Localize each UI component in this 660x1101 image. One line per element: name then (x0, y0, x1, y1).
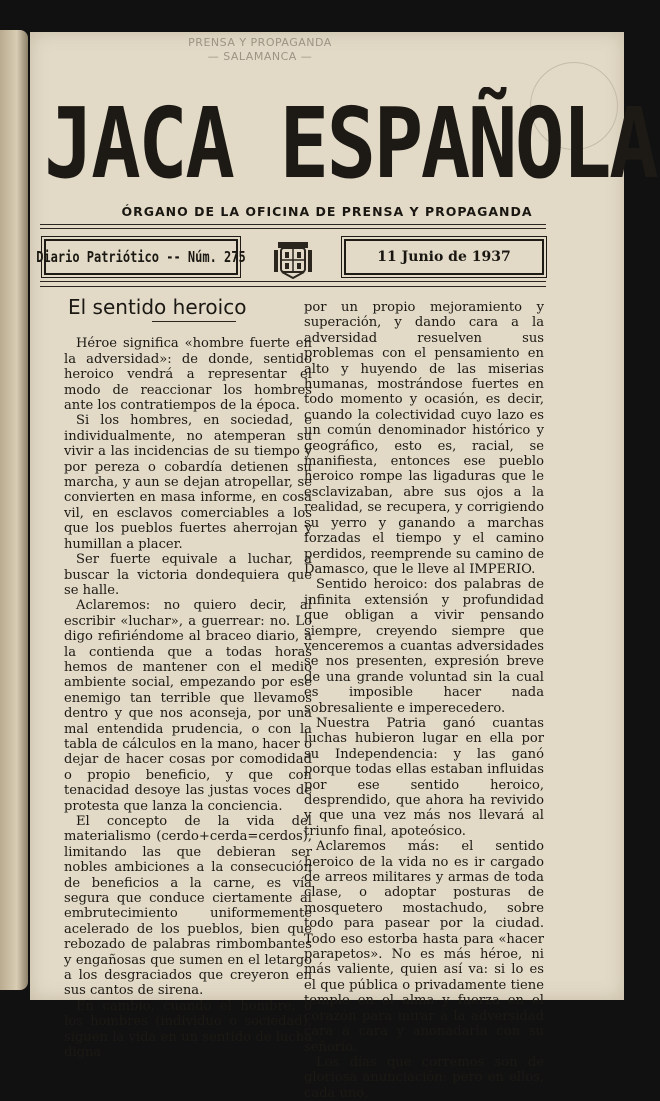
header-rule (40, 228, 546, 229)
header-rule (40, 224, 546, 225)
paragraph: Héroe significa «hombre fuerte en la adversidad»: de donde, sentido heroico vendrá a representar el modo de reaccionar los hombres ante los contratiempos de la época. (64, 336, 312, 414)
issue-date: 11 Junio de 1937 (377, 249, 511, 265)
paragraph: Sentido heroico: dos palabras de infinita extensión y profundidad que obligan a vivir pensando siempre, creyendo siempre que venceremos a cuantas adversidades se nos presenten, expresión breve de una grande voluntad sin la cual es imposible hacer nada sobresaliente e imperecedero. (304, 577, 544, 716)
masthead-title: JACA ESPAÑOLA (44, 87, 657, 200)
paragraph: En cambio, cuando el hombre, o los hombres (individuo o sociedad), siguen la vida en un sentido de lucha digna (64, 998, 312, 1061)
issue-box (36, 239, 246, 275)
archive-stamp (170, 36, 350, 64)
paragraph: por un propio mejoramiento y superación, y dando cara a la adversidad resuelven sus problemas con el pensamiento en alto y huyendo de las miserias humanas, mostrándose fuertes en todo momento y ocasión, es decir, cuando la colectividad cuyo lazo es un común denominador histórico y geográfico, esto es, racial, se manifiesta, entonces ese pueblo heroico rompe las ligaduras que le esclavizaban, abre sus ojos a la realidad, se recupera, y corrigiendo su yerro y ganando a marchas forzadas el tiempo y el camino perdidos, reemprende su camino de Damasco, que le lleve al IMPERIO. (304, 300, 544, 577)
paragraph: El concepto de la vida del materialismo (cerdo+cerda=cerdos), limitando las que debieran ser nobles ambiciones a la consecución de beneficios a la carne, es vía segura que conduce ciertamente al embrutecimiento uniformemente acelerado de los pueblos, bien que rebozado de palabras rimbombantes y engañosas que sumen en el letargo a los desgraciados que creyeron en sus cantos de sirena. (64, 814, 312, 999)
stamp-line-2: — SALAMANCA — (207, 50, 313, 63)
paragraph: Los días que corremos son de gloriosa anunciación: pero en ellos, cada uno, (304, 1054, 544, 1101)
masthead-subtitle: ÓRGANO DE LA OFICINA DE PRENSA Y PROPAGANDA (121, 204, 533, 219)
paragraph: Aclaremos: no quiero decir, al escribir «luchar», a guerrear: no. Lo digo refiriéndome al braceo diario, a la contienda que a todas horas hemos de mantener con el medio ambiente social, empezando por ese enemigo tan terrible que llevamos dentro y que nos aconseja, por una mal entendida prudencia, o con la tabla de cálculos en la mano, hacer o dejar de hacer cosas por comodidad o propio beneficio, y que con tenacidad desoye las justas voces de protesta que lanza la conciencia. (64, 598, 312, 814)
stamp-line-1: PRENSA Y PROPAGANDA (188, 36, 332, 49)
date-box (344, 239, 544, 275)
book-binding (0, 30, 28, 990)
paragraph: Aclaremos más: el sentido heroico de la vida no es ir cargado de arreos militares y armas de toda clase, o adoptar posturas de mosquetero mostachudo, sobre todo para pasear por la ciudad. Todo eso estorba hasta para «hacer parapetos». No es más héroe, ni más valiente, quien así va: si lo es el que pública o privadamente tiene temple en el alma y fuerza en el corazón para mirar a la adversidad cara a cara y anonadarla con su señorío. (304, 839, 544, 1055)
article-column-1 (64, 294, 312, 1061)
issue-label: Diario Patriótico -- Núm. 275 (36, 248, 246, 266)
title-rule (152, 321, 236, 322)
paragraph: Nuestra Patria ganó cuantas luchas hubieron lugar en ella por su Independencia: y las ganó porque todas ellas estaban influidas por ese sentido heroico, desprendido, que ahora ha revivido y que una vez más nos llevará al triunfo final, apoteósico. (304, 715, 544, 839)
article-column-2 (304, 300, 544, 1101)
paragraph: Si los hombres, en sociedad, e individualmente, no atemperan su vivir a las incidencias de su tiempo y por pereza o cobardía detienen su marcha, y aun se dejan atropellar, se convierten en masa informe, en cosa vil, en esclavos comerciables a los que los pueblos fuertes aherrojan y humillan a placer. (64, 413, 312, 552)
newspaper-page (30, 32, 657, 1101)
article-title: El sentido heroico (68, 295, 247, 319)
header-rule (40, 281, 546, 282)
coat-of-arms-icon (272, 240, 314, 280)
header-rule (40, 286, 546, 287)
paragraph: Ser fuerte equivale a luchar, a buscar la victoria dondequiera que se halle. (64, 552, 312, 598)
